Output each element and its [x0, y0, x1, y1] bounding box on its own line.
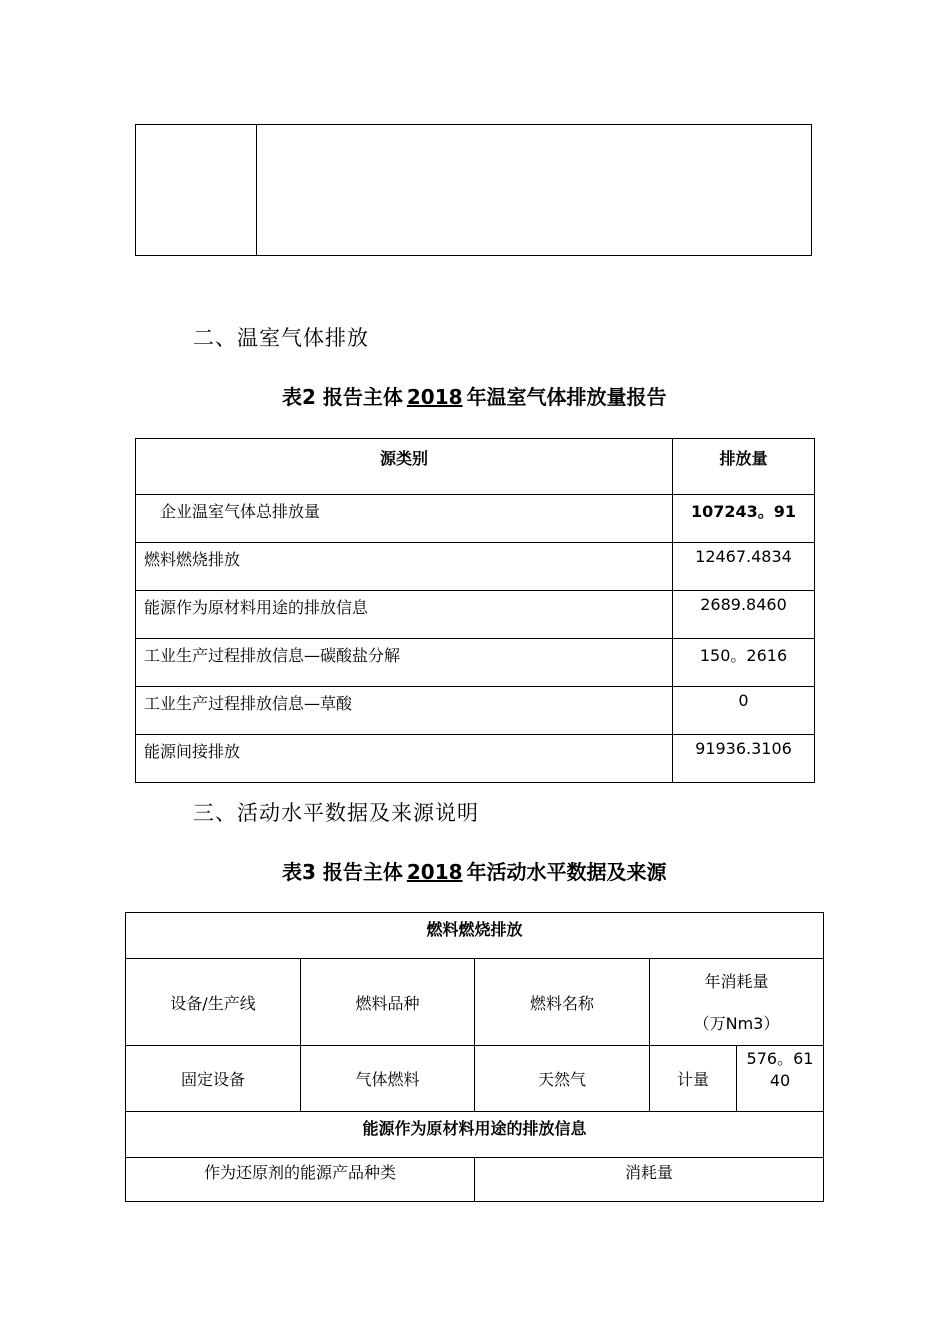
table-caption	[282, 381, 667, 410]
emission-cell: 91936.3106	[673, 735, 815, 783]
empty-cell	[257, 125, 812, 256]
consumption-value-line2: 40	[769, 1071, 791, 1090]
table-header-row	[126, 959, 824, 1046]
table-caption	[282, 856, 667, 885]
caption-prefix: 表3 报告主体	[282, 860, 403, 884]
section-row	[126, 1112, 824, 1158]
header-consumption: 消耗量	[475, 1158, 824, 1202]
header-equipment: 设备/生产线	[126, 959, 301, 1046]
table-row	[136, 639, 815, 687]
table-header-row	[126, 1158, 824, 1202]
table-row	[136, 735, 815, 783]
consumption-value-line1: 576。61	[746, 1049, 814, 1068]
equipment-cell: 固定设备	[126, 1046, 301, 1112]
section-row	[126, 913, 824, 959]
source-cell: 能源作为原材料用途的排放信息	[136, 591, 673, 639]
header-unit: （万Nm3）	[693, 1014, 780, 1033]
consumption-value-cell	[737, 1046, 824, 1112]
empty-cell	[136, 125, 257, 256]
top-empty-table	[135, 124, 812, 256]
section-title-raw-material: 能源作为原材料用途的排放信息	[126, 1112, 824, 1158]
activity-data-table	[125, 912, 824, 1202]
table-row	[136, 591, 815, 639]
table-row	[136, 543, 815, 591]
caption-year: 2018	[406, 860, 463, 884]
emission-cell: 150。2616	[673, 639, 815, 687]
caption-suffix: 年活动水平数据及来源	[466, 860, 667, 884]
table-row	[136, 495, 815, 543]
header-annual-consumption	[650, 959, 824, 1046]
table-row	[136, 687, 815, 735]
caption-suffix: 年温室气体排放量报告	[466, 385, 667, 409]
emission-cell: 12467.4834	[673, 543, 815, 591]
header-source: 源类别	[136, 439, 673, 495]
emission-cell: 0	[673, 687, 815, 735]
header-annual-consumption-label: 年消耗量	[704, 972, 769, 991]
measure-cell: 计量	[650, 1046, 737, 1112]
caption-prefix: 表2 报告主体	[282, 385, 403, 409]
source-cell: 企业温室气体总排放量	[136, 495, 673, 543]
section-heading: 三、活动水平数据及来源说明	[193, 801, 479, 825]
emission-cell: 2689.8460	[673, 591, 815, 639]
section-heading: 二、温室气体排放	[193, 326, 369, 350]
header-product-type: 作为还原剂的能源产品种类	[126, 1158, 475, 1202]
header-emission: 排放量	[673, 439, 815, 495]
source-cell: 工业生产过程排放信息—草酸	[136, 687, 673, 735]
source-cell: 工业生产过程排放信息—碳酸盐分解	[136, 639, 673, 687]
emissions-table	[135, 438, 815, 783]
section-title-fuel: 燃料燃烧排放	[126, 913, 824, 959]
header-fuel-name: 燃料名称	[475, 959, 650, 1046]
fuel-name-cell: 天然气	[475, 1046, 650, 1112]
header-fuel-type: 燃料品种	[301, 959, 475, 1046]
source-cell: 能源间接排放	[136, 735, 673, 783]
source-cell: 燃料燃烧排放	[136, 543, 673, 591]
table-row	[126, 1046, 824, 1112]
emission-cell: 107243。91	[673, 495, 815, 543]
fuel-type-cell: 气体燃料	[301, 1046, 475, 1112]
table-header-row	[136, 439, 815, 495]
caption-year: 2018	[406, 385, 463, 409]
